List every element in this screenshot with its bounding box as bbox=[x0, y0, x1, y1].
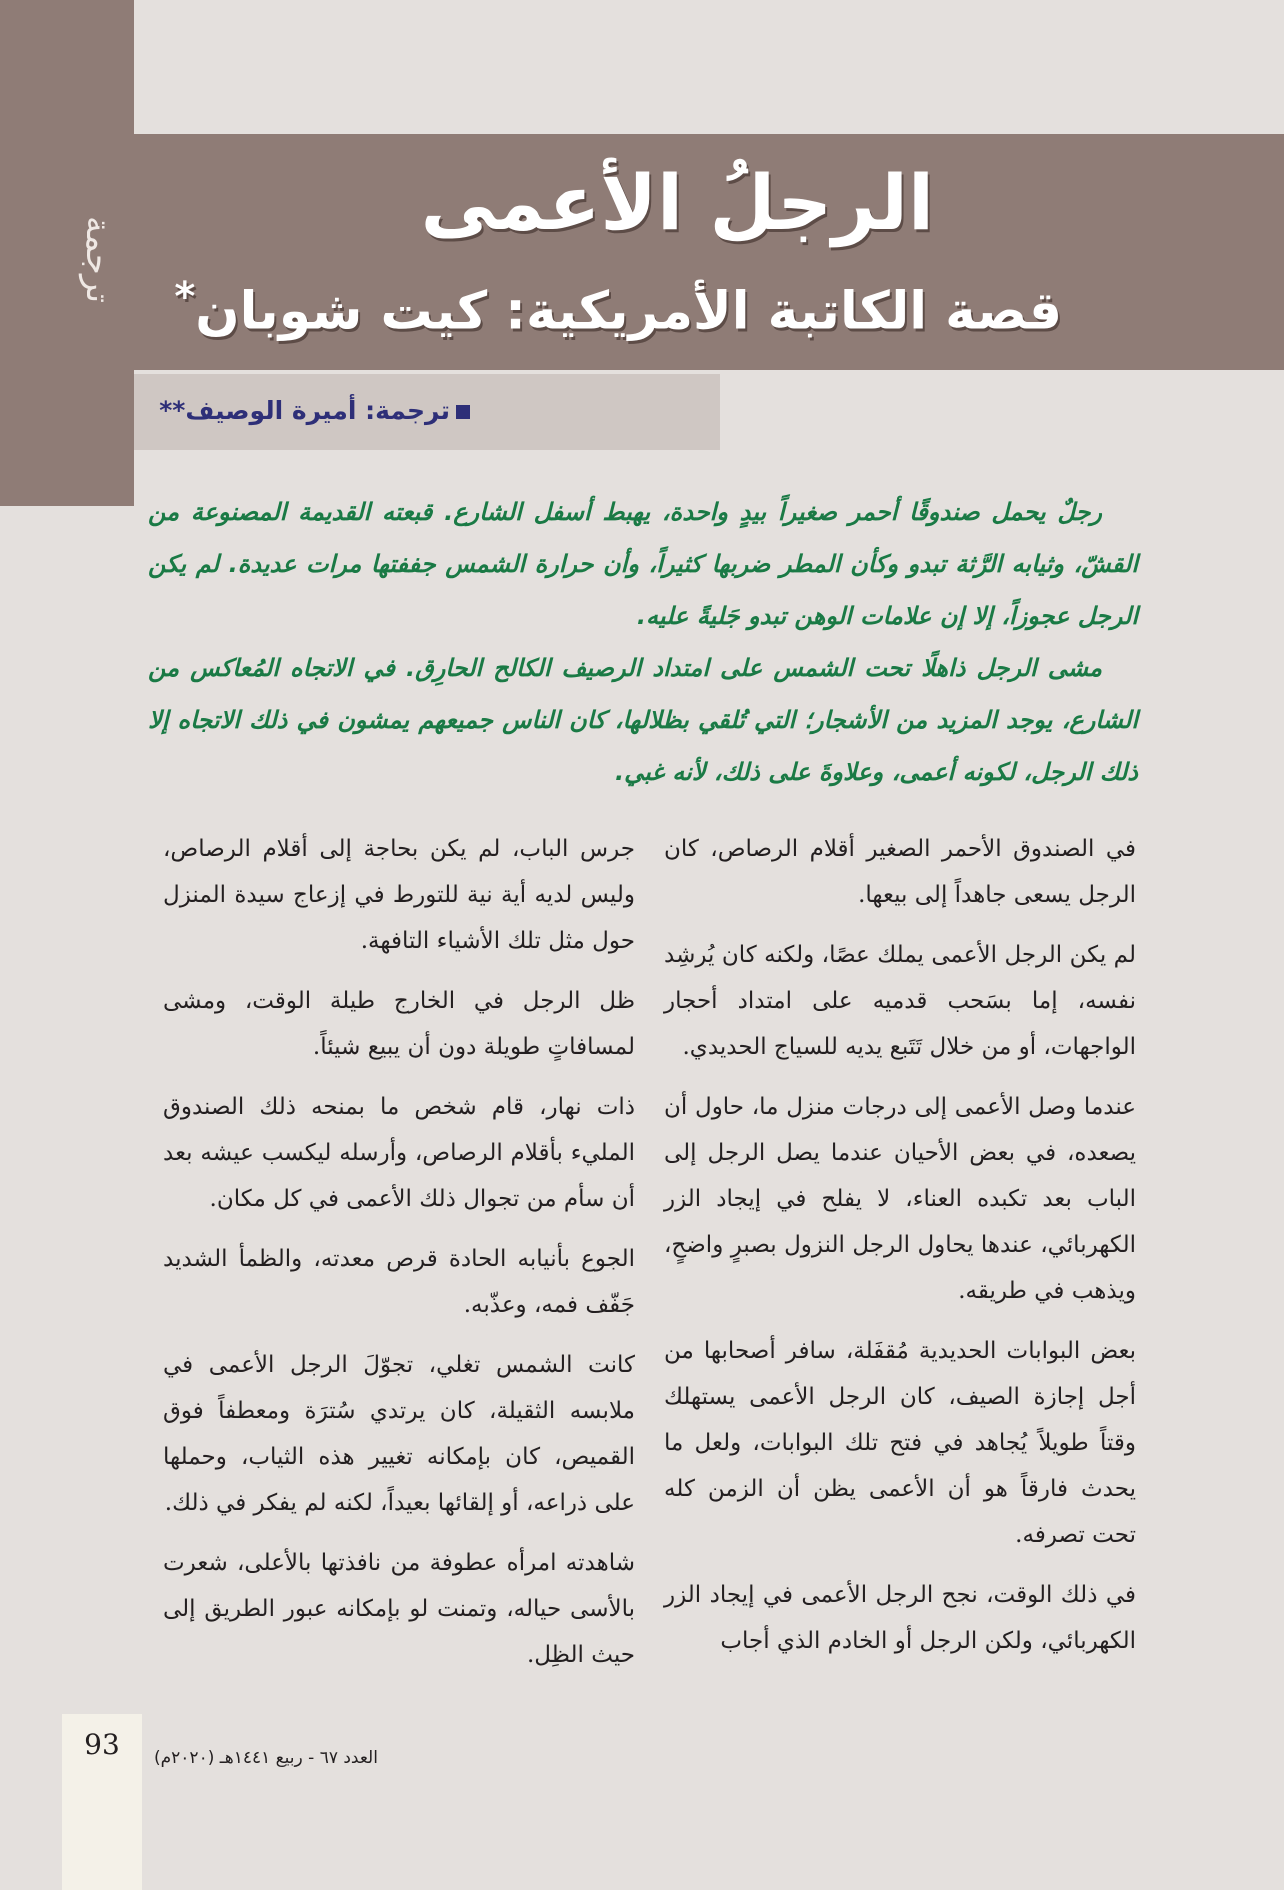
article-title: الرجلُ الأعمى bbox=[420, 158, 934, 247]
body-column-left bbox=[163, 826, 635, 1692]
intro-text bbox=[148, 486, 1138, 798]
translator-name: ترجمة: أميرة الوصيف** bbox=[159, 396, 450, 425]
body-paragraph: كانت الشمس تغلي، تجوّلَ الرجل الأعمى في ملابسه الثقيلة، كان يرتدي سُترَة ومعطفاً فوق القميص، كان بإمكانه تغيير هذه الثياب، وحملها على ذراعه، أو إلقائها بعيداً، لكنه لم يفكر في ذلك. bbox=[163, 1352, 635, 1516]
translator-credit bbox=[159, 392, 470, 430]
body-paragraph: لم يكن الرجل الأعمى يملك عصًا، ولكنه كان يُرشِد نفسه، إما بسَحب قدميه على امتداد أحجار الواجهات، أو من خلال تَتَبع يديه للسياج الحديدي. bbox=[664, 942, 1136, 1060]
intro-paragraph: رجلٌ يحمل صندوقًا أحمر صغيراً بيدٍ واحدة، يهبط أسفل الشارع. قبعته القديمة المصنوعة من القشّ، وثيابه الرَّثة تبدو وكأن المطر ضربها كثيراً، وأن حرارة الشمس جففتها مرات عديدة. لم يكن الرجل عجوزاً، إلا إن علامات الوهن تبدو جَليةً عليه. bbox=[148, 498, 1138, 630]
body-paragraph: في ذلك الوقت، نجح الرجل الأعمى في إيجاد الزر الكهربائي، ولكن الرجل أو الخادم الذي أجاب bbox=[664, 1582, 1136, 1654]
body-paragraph: ذات نهار، قام شخص ما بمنحه ذلك الصندوق المليء بأقلام الرصاص، وأرسله ليكسب عيشه بعد أن سأم من تجوال ذلك الأعمى في كل مكان. bbox=[163, 1094, 635, 1212]
subtitle-text: قصة الكاتبة الأمريكية: كيت شوبان bbox=[195, 281, 1062, 342]
subtitle-footnote-marker: * bbox=[174, 274, 196, 320]
page-number: 93 bbox=[84, 1728, 120, 1761]
intro-paragraph: مشى الرجل ذاهلًا تحت الشمس على امتداد الرصيف الكالح الحارِق. في الاتجاه المُعاكس من الشارع، يوجد المزيد من الأشجار؛ التي تُلقي بظلالها، كان الناس جميعهم يمشون في ذلك الاتجاه إلا ذلك الرجل، لكونه أعمى، وعلاوةَ على ذلك، لأنه غبي. bbox=[148, 654, 1138, 786]
body-paragraph: جرس الباب، لم يكن بحاجة إلى أقلام الرصاص، وليس لديه أية نية للتورط في إزعاج سيدة المنزل حول مثل تلك الأشياء التافهة. bbox=[163, 836, 635, 954]
body-paragraph: عندما وصل الأعمى إلى درجات منزل ما، حاول أن يصعده، في بعض الأحيان عندما يصل الرجل إلى الباب بعد تكبده العناء، لا يفلح في إيجاد الزر الكهربائي، عندها يحاول الرجل النزول بصبرٍ واضحٍ، ويذهب في طريقه. bbox=[664, 1094, 1136, 1304]
body-paragraph: ظل الرجل في الخارج طيلة الوقت، ومشى لمسافاتٍ طويلة دون أن يبيع شيئاً. bbox=[163, 988, 635, 1060]
body-paragraph: شاهدته امرأه عطوفة من نافذتها بالأعلى، شعرت بالأسى حياله، وتمنت لو بإمكانه عبور الطريق إلى حيث الظِل. bbox=[163, 1550, 635, 1668]
body-column-right bbox=[664, 826, 1136, 1678]
article-subtitle bbox=[174, 262, 1062, 346]
section-label: ترجمة bbox=[78, 216, 118, 304]
body-paragraph: في الصندوق الأحمر الصغير أقلام الرصاص، كان الرجل يسعى جاهداً إلى بيعها. bbox=[664, 836, 1136, 908]
issue-info: العدد ٦٧ - ربيع ١٤٤١هـ (٢٠٢٠م) bbox=[154, 1748, 378, 1768]
square-bullet-icon bbox=[456, 405, 470, 419]
body-paragraph: بعض البوابات الحديدية مُقفَلة، سافر أصحابها من أجل إجازة الصيف، كان الرجل الأعمى يستهلك وقتاً طويلاً يُجاهد في فتح تلك البوابات، ولعل ما يحدث فارقاً هو أن الأعمى يظن أن الزمن كله تحت تصرفه. bbox=[664, 1338, 1136, 1548]
body-paragraph: الجوع بأنيابه الحادة قرص معدته، والظمأ الشديد جَفّف فمه، وعذّبه. bbox=[163, 1246, 635, 1318]
